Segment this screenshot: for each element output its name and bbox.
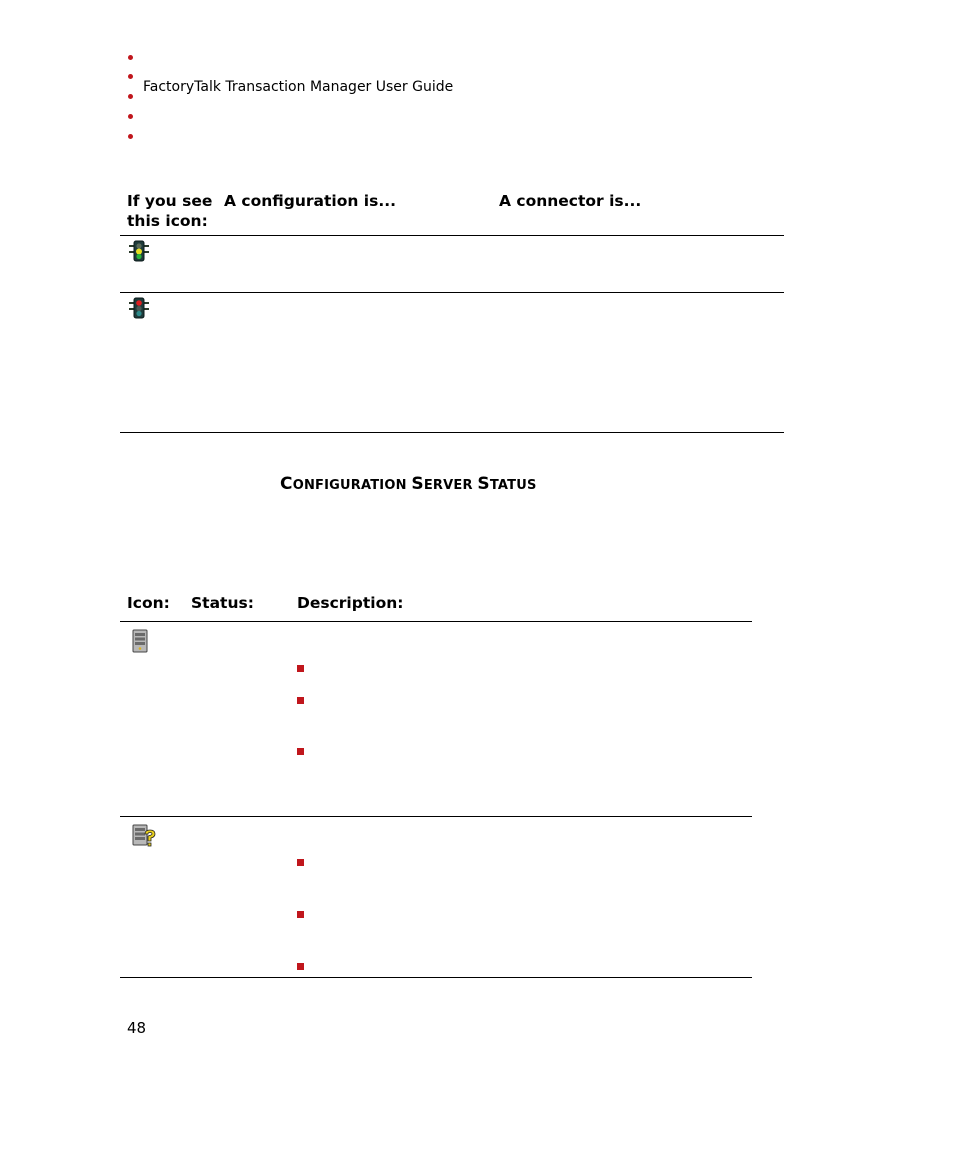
running-header: FactoryTalk Transaction Manager User Guide xyxy=(143,79,454,95)
section-heading: CONFIGURATION SERVER STATUS xyxy=(280,474,537,494)
status-table-col-status: Status: xyxy=(191,594,254,612)
icon-table-col-connector: A connector is... xyxy=(499,192,642,210)
page-number: 48 xyxy=(127,1019,147,1037)
list-bullet xyxy=(297,911,304,918)
list-bullet xyxy=(297,859,304,866)
table-rule xyxy=(120,977,752,978)
table-rule xyxy=(120,235,784,236)
header-bullet xyxy=(128,74,133,79)
status-table-col-description: Description: xyxy=(297,594,404,612)
list-bullet xyxy=(297,697,304,704)
header-bullet xyxy=(128,94,133,99)
server-icon xyxy=(131,629,149,653)
table-rule xyxy=(120,432,784,433)
server-unknown-icon xyxy=(131,824,157,848)
table-rule xyxy=(120,816,752,817)
table-rule xyxy=(120,292,784,293)
list-bullet xyxy=(297,748,304,755)
header-bullet xyxy=(128,134,133,139)
header-bullet xyxy=(128,55,133,60)
list-bullet xyxy=(297,665,304,672)
icon-table-col-icon: If you see this icon: xyxy=(127,192,213,230)
traffic-light-red-icon xyxy=(128,297,150,319)
header-bullet xyxy=(128,114,133,119)
status-table-col-icon: Icon: xyxy=(127,594,170,612)
icon-table-col-configuration: A configuration is... xyxy=(224,192,396,210)
traffic-light-green-icon xyxy=(128,240,150,262)
table-rule xyxy=(120,621,752,622)
list-bullet xyxy=(297,963,304,970)
